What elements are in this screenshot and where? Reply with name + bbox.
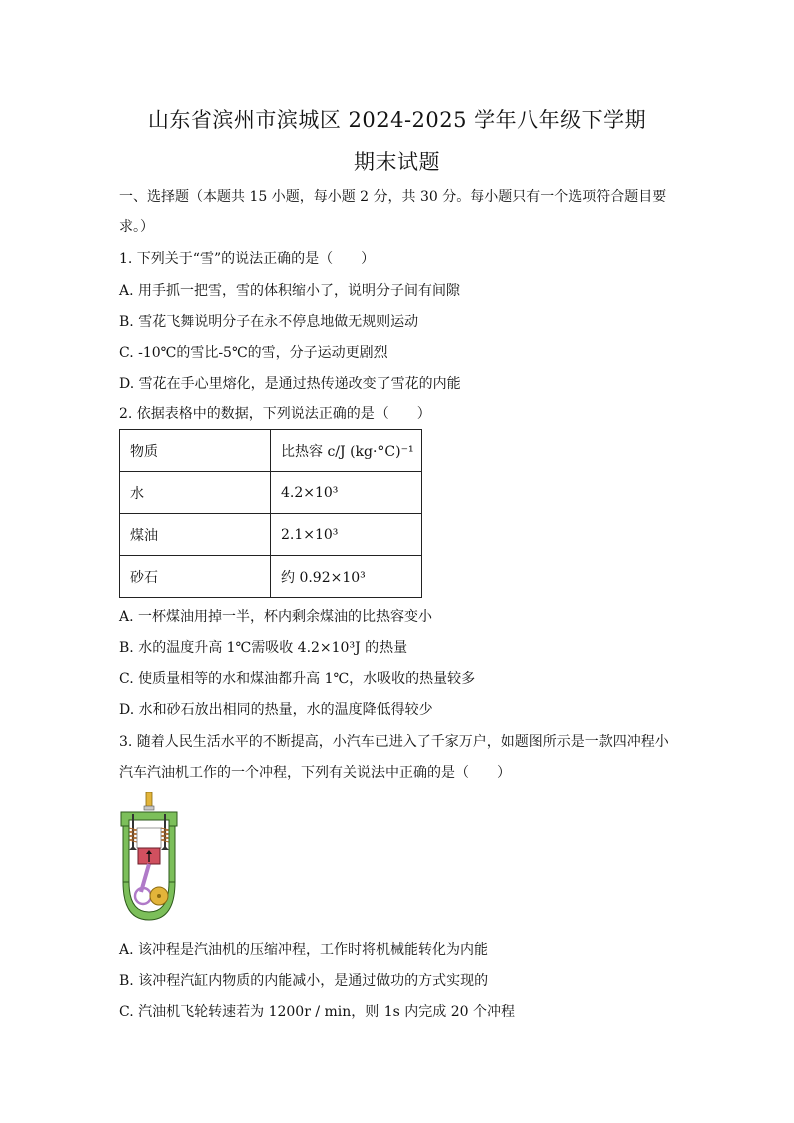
q1-option-a: A. 用手抓一把雪，雪的体积缩小了，说明分子间有间隙 (119, 283, 461, 299)
table-header-row (120, 430, 422, 472)
q2-option-d: D. 水和砂石放出相同的热量，水的温度降低得较少 (119, 702, 433, 718)
table-row (120, 514, 422, 556)
q2-stem: 2. 依据表格中的数据，下列说法正确的是（ ） (119, 406, 431, 422)
q3-stem-cont: 汽车汽油机工作的一个冲程，下列有关说法中正确的是（ ） (119, 765, 511, 781)
table-cell: 水 (120, 472, 271, 514)
page-title: 山东省滨州市滨城区 2024-2025 学年八年级下学期 (147, 108, 647, 132)
specific-heat-table (119, 429, 422, 598)
page-subtitle: 期末试题 (354, 150, 440, 174)
q3-option-c: C. 汽油机飞轮转速若为 1200r / min，则 1s 内完成 20 个冲程 (119, 1004, 515, 1020)
table-row (120, 472, 422, 514)
q2-option-b: B. 水的温度升高 1℃需吸收 4.2×10³J 的热量 (119, 640, 408, 656)
q2-option-c: C. 使质量相等的水和煤油都升高 1℃，水吸收的热量较多 (119, 671, 476, 687)
section-heading: 一、选择题（本题共 15 小题，每小题 2 分，共 30 分。每小题只有一个选项符合题目要 (119, 189, 667, 205)
q1-stem: 1. 下列关于“雪”的说法正确的是（ ） (119, 251, 376, 267)
table-cell: 砂石 (120, 556, 271, 598)
q1-option-c: C. -10℃的雪比-5℃的雪，分子运动更剧烈 (119, 345, 388, 361)
q1-option-d: D. 雪花在手心里熔化，是通过热传递改变了雪花的内能 (119, 376, 461, 392)
table-cell: 2.1×10³ (271, 514, 422, 556)
q1-option-b: B. 雪花飞舞说明分子在永不停息地做无规则运动 (119, 314, 419, 330)
section-heading-cont: 求。） (119, 219, 154, 235)
q3-option-b: B. 该冲程汽缸内物质的内能减小，是通过做功的方式实现的 (119, 973, 489, 989)
q3-stem: 3. 随着人民生活水平的不断提高，小汽车已进入了千家万户，如题图所示是一款四冲程小 (119, 734, 669, 750)
q3-option-a: A. 该冲程是汽油机的压缩冲程，工作时将机械能转化为内能 (119, 942, 489, 958)
table-header-cell: 物质 (120, 430, 271, 472)
table-cell: 煤油 (120, 514, 271, 556)
table-header-cell: 比热容 c/J (kg·°C)⁻¹ (271, 430, 422, 472)
table-cell: 4.2×10³ (271, 472, 422, 514)
table-cell: 约 0.92×10³ (271, 556, 422, 598)
table-row (120, 556, 422, 598)
engine-cylinder-figure (119, 792, 179, 922)
q2-option-a: A. 一杯煤油用掉一半，杯内剩余煤油的比热容变小 (119, 609, 433, 625)
